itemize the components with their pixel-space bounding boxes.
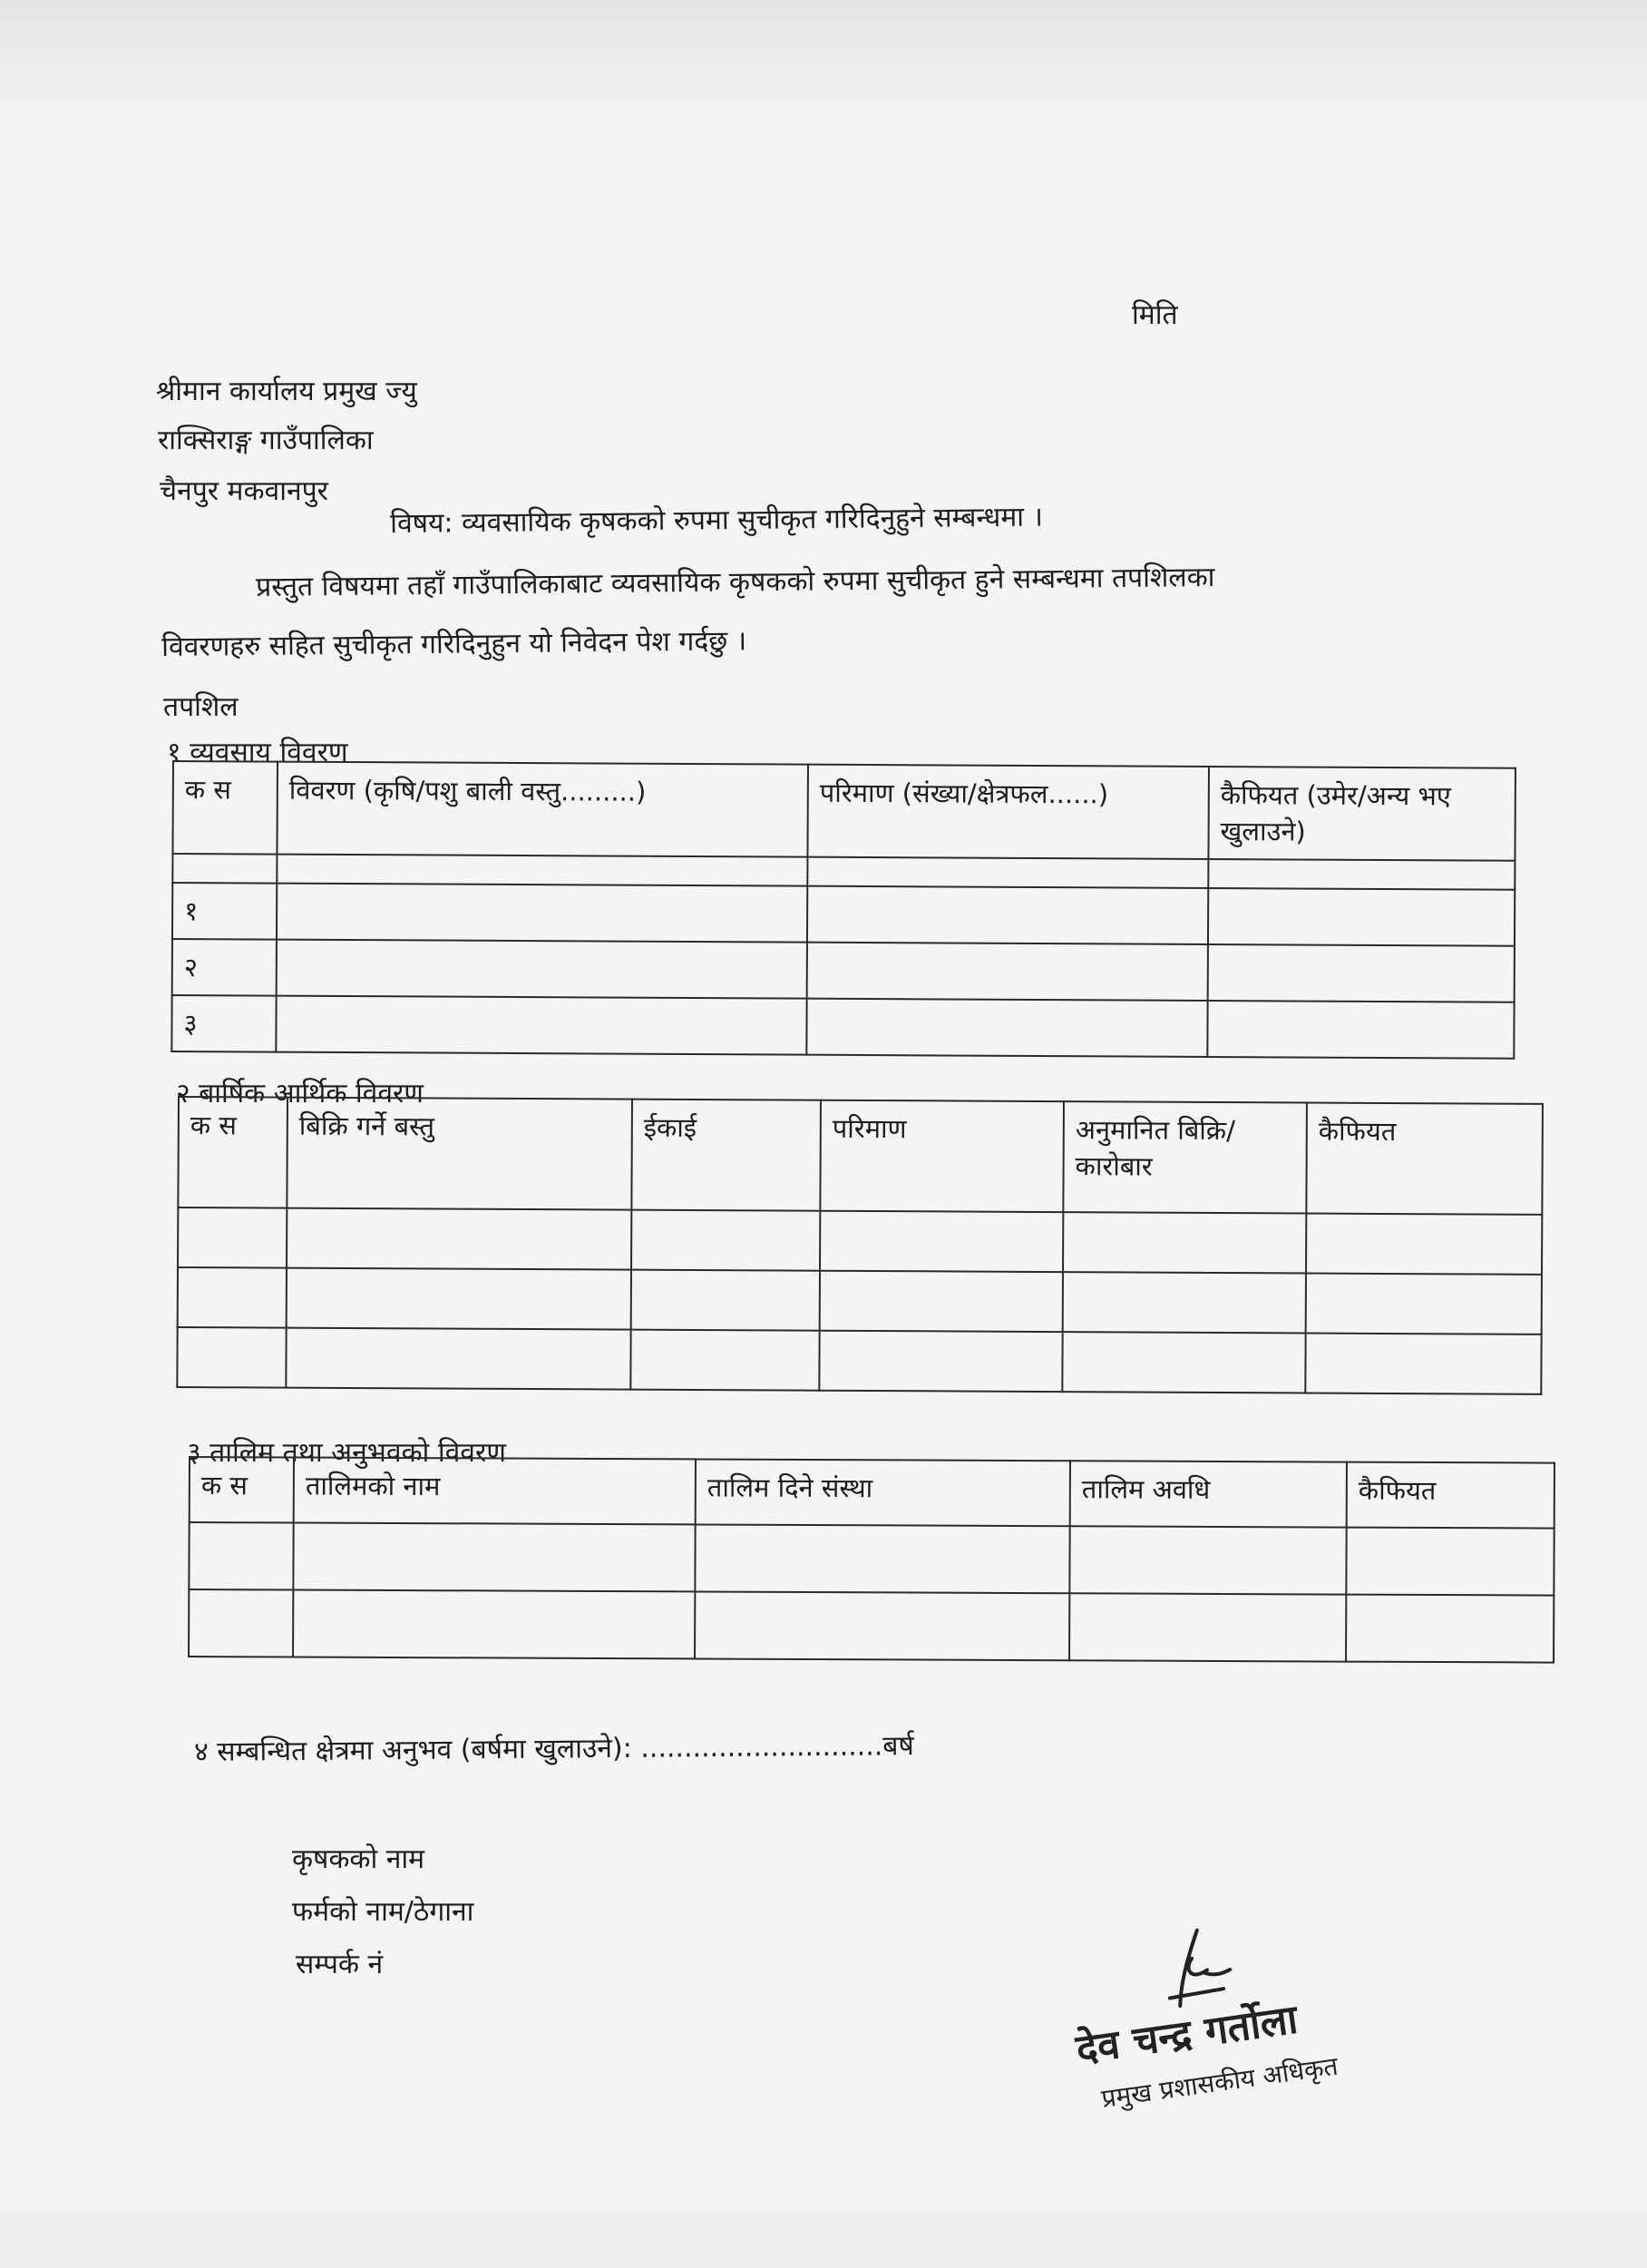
- table-cell: [1208, 888, 1515, 946]
- table-header-row: [190, 1457, 1554, 1529]
- address-line-1: श्रीमान कार्यालय प्रमुख ज्यु: [156, 376, 417, 407]
- table-cell: [293, 1523, 695, 1592]
- table-cell: [1346, 1595, 1554, 1663]
- table-cell: [277, 884, 807, 943]
- table-cell: [1346, 1528, 1554, 1596]
- table-cell: [695, 1524, 1069, 1593]
- table-cell: [277, 940, 807, 999]
- training-experience-table: [188, 1456, 1555, 1664]
- table-cell: [178, 1267, 287, 1328]
- table-cell: [287, 1268, 631, 1330]
- table-header-row: [172, 761, 1515, 861]
- table-cell: [293, 1590, 695, 1659]
- column-header-training-name: तालिमको नाम: [294, 1458, 696, 1525]
- date-label: मिति: [1132, 299, 1178, 331]
- table-cell: [807, 943, 1208, 1001]
- table-row: [172, 883, 1515, 946]
- body-line-2: विवरणहरु सहित सुचीकृत गरिदिनुहुन यो निवेदन पेश गर्दछु ।: [161, 625, 747, 663]
- table-cell: [177, 1327, 286, 1388]
- table-cell: [631, 1270, 820, 1331]
- column-header-description: विवरण (कृषि/पशु बाली वस्तु.........): [277, 762, 808, 857]
- table-cell: [277, 855, 807, 886]
- table-cell: [807, 857, 1208, 888]
- section3-title: ३ तालिम तथा अनुभवको विवरण: [187, 1437, 506, 1469]
- table-cell: [276, 996, 806, 1055]
- section4-experience: ४ सम्बन्धित क्षेत्रमा अनुभव (बर्षमा खुलाउने): ............................बर्ष: [194, 1730, 914, 1768]
- column-header-item-sold: बिक्रि गर्ने बस्तु: [287, 1098, 632, 1210]
- section1-title: १ व्यवसाय विवरण: [167, 737, 348, 768]
- contact-number-label: सम्पर्क नं: [296, 1949, 384, 1980]
- table-row: [178, 1267, 1542, 1334]
- table-cell: [1208, 944, 1515, 1002]
- table-cell: [820, 1211, 1063, 1272]
- table-cell: [1069, 1593, 1346, 1661]
- column-header-serial: क स: [178, 1097, 287, 1208]
- annual-financial-table: [176, 1096, 1544, 1395]
- table-cell: [1063, 1272, 1306, 1333]
- section2-title: २ बार्षिक आर्थिक विवरण: [176, 1078, 424, 1110]
- address-line-2: राक्सिराङ्ग गाउँपालिका: [158, 425, 374, 456]
- table-cell: [807, 886, 1208, 944]
- table-cell: [819, 1331, 1062, 1392]
- table-row: [177, 1327, 1541, 1394]
- table-row: [189, 1589, 1554, 1663]
- column-header-training-institution: तालिम दिने संस्था: [696, 1459, 1070, 1526]
- table-cell: [1208, 859, 1515, 890]
- column-header-remarks: कैफियत: [1347, 1462, 1554, 1529]
- table-header-row: [178, 1097, 1543, 1215]
- table-cell: [806, 999, 1207, 1057]
- table-row: [189, 1522, 1554, 1596]
- table-cell: [1306, 1214, 1542, 1275]
- table-cell: [1069, 1526, 1346, 1594]
- table-cell: [1062, 1332, 1305, 1393]
- table-cell: [630, 1330, 819, 1391]
- column-header-estimated-sales: अनुमानित बिक्रि/कारोबार: [1063, 1101, 1307, 1213]
- column-header-unit: ईकाई: [631, 1100, 821, 1211]
- column-header-remarks: कैफियत (उमेर/अन्य भए खुलाउने): [1208, 767, 1515, 861]
- farm-name-address-label: फर्मको नाम/ठेगाना: [292, 1896, 474, 1928]
- table-cell: [1207, 1001, 1514, 1059]
- table-row: [172, 939, 1515, 1002]
- column-header-serial: क स: [190, 1457, 294, 1523]
- table-cell: [1305, 1334, 1541, 1394]
- row-serial: १: [172, 883, 277, 940]
- column-header-remarks: कैफियत: [1306, 1103, 1543, 1215]
- table-row: [178, 1207, 1542, 1275]
- table-cell: [1306, 1274, 1542, 1334]
- farmer-name-label: कृषकको नाम: [292, 1843, 425, 1875]
- table-cell: [820, 1271, 1063, 1332]
- tapshil-heading: तपशिल: [163, 691, 239, 723]
- officer-name: देव चन्द्र गर्तोला: [1073, 1996, 1301, 2074]
- column-header-training-duration: तालिम अवधि: [1070, 1461, 1347, 1527]
- column-header-serial: क स: [172, 761, 278, 855]
- body-line-1: प्रस्तुत विषयमा तहाँ गाउँपालिकाबाट व्यवसायिक कृषकको रुपमा सुचीकृत हुने सम्बन्धमा तपशिलका: [256, 561, 1215, 603]
- table-cell: [286, 1328, 630, 1390]
- subject-line: विषय: व्यवसायिक कृषकको रुपमा सुचीकृत गरिदिनुहुने सम्बन्धमा ।: [390, 501, 1044, 540]
- table-row: [171, 995, 1514, 1059]
- table-cell: [189, 1522, 293, 1590]
- table-cell: [189, 1589, 293, 1657]
- address-line-3: चैनपुर मकवानपुर: [160, 475, 328, 507]
- business-details-table: [171, 760, 1516, 1060]
- table-cell: [1063, 1212, 1306, 1273]
- row-serial: २: [172, 939, 277, 996]
- table-cell: [695, 1591, 1069, 1660]
- column-header-quantity: परिमाण: [820, 1100, 1064, 1212]
- column-header-quantity: परिमाण (संख्या/क्षेत्रफल......): [807, 765, 1209, 859]
- table-cell: [631, 1210, 820, 1271]
- table-cell: [178, 1207, 287, 1268]
- row-serial: ३: [171, 995, 276, 1052]
- table-cell: [172, 854, 277, 884]
- officer-title: प्रमुख प्रशासकीय अधिकृत: [1099, 2050, 1340, 2114]
- table-cell: [287, 1208, 631, 1270]
